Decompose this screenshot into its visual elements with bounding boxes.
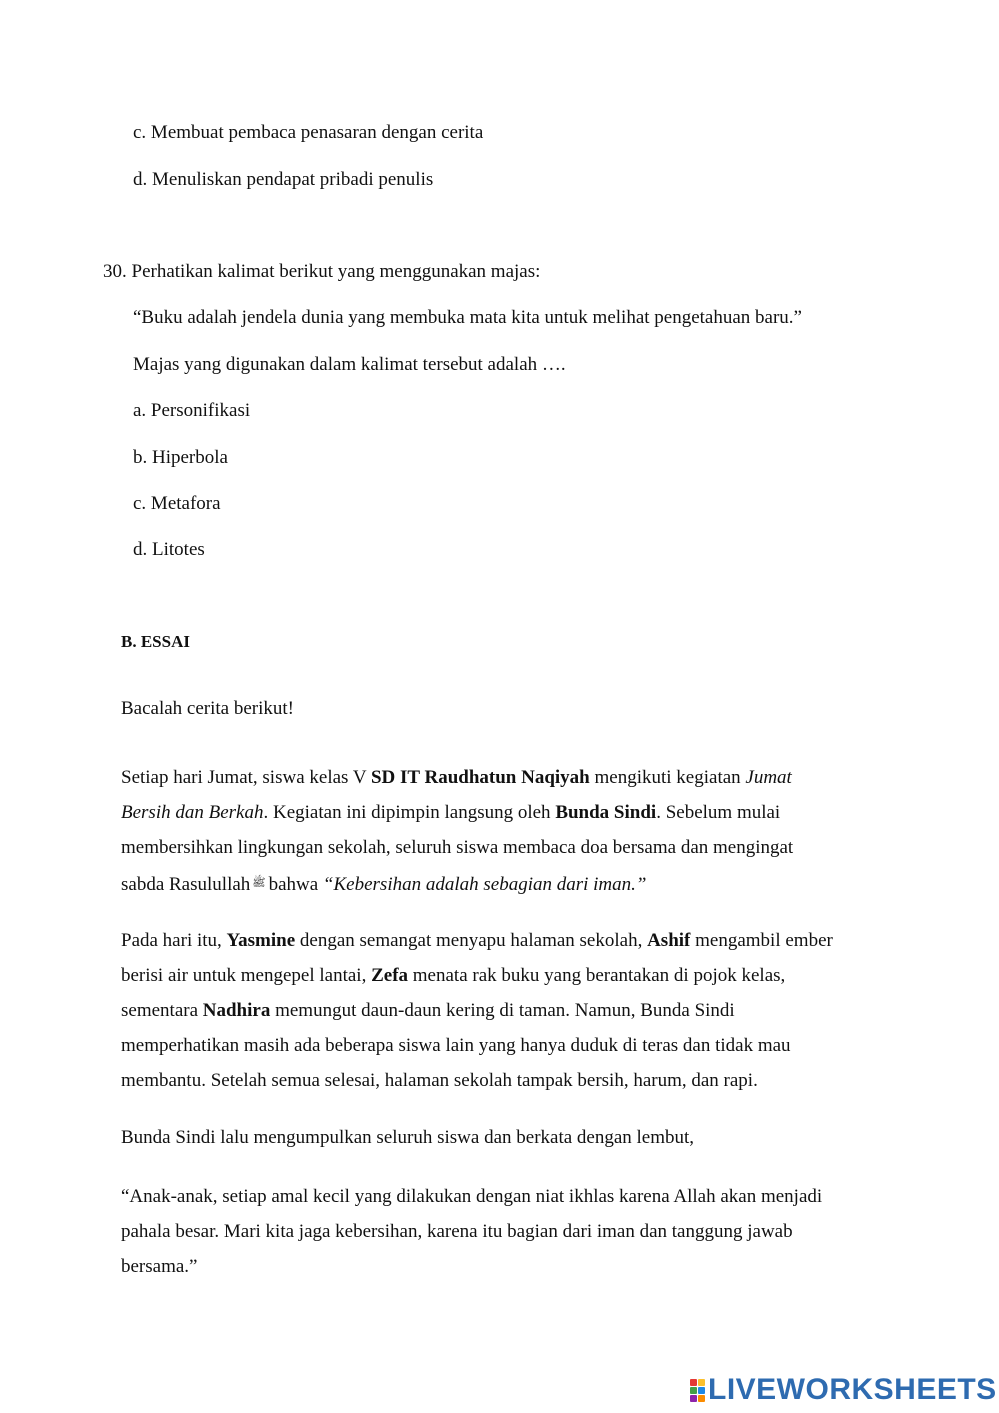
section-instruction: Bacalah cerita berikut! (121, 698, 295, 719)
brand-name: LIVEWORKSHEETS (708, 1373, 997, 1406)
story-p1-line1: Setiap hari Jumat, siswa kelas V SD IT Raudhatun Naqiyah mengikuti kegiatan Jumat (121, 767, 792, 788)
story-p4-line3: bersama.” (121, 1256, 198, 1277)
student-name: Yasmine (226, 930, 296, 951)
question-prompt: Perhatikan kalimat berikut yang menggunakan majas: (131, 261, 541, 282)
option-c[interactable]: c. Metafora (133, 493, 221, 514)
hadith-quote: “Kebersihan adalah sebagian dari iman.” (322, 874, 647, 895)
story-p1-line3: membersihkan lingkungan sekolah, seluruh siswa membaca doa bersama dan mengingat (121, 837, 794, 858)
story-p2-line5: membantu. Setelah semua selesai, halaman sekolah tampak bersih, harum, dan rapi. (121, 1070, 758, 1091)
liveworksheets-logo[interactable] (690, 1373, 997, 1407)
student-name: Nadhira (202, 1000, 271, 1021)
student-name: Ashif (647, 930, 691, 951)
story-p1-line4: sabda Rasulullah ﷺ bahwa “Kebersihan adalah sebagian dari iman.” (121, 871, 646, 897)
section-heading: B. ESSAI (121, 632, 190, 651)
option-d-prev: d. Menuliskan pendapat pribadi penulis (133, 169, 434, 190)
story-p2-line3: sementara Nadhira memungut daun-daun kering di taman. Namun, Bunda Sindi (121, 1000, 735, 1021)
story-p1-line2: Bersih dan Berkah. Kegiatan ini dipimpin langsung oleh Bunda Sindi. Sebelum mulai (121, 802, 781, 823)
salawat-symbol: ﷺ (252, 876, 266, 889)
story-p2-line1: Pada hari itu, Yasmine dengan semangat menyapu halaman sekolah, Ashif mengambil ember (121, 930, 833, 951)
story-p2-line4: memperhatikan masih ada beberapa siswa lain yang hanya duduk di teras dan tidak mau (121, 1035, 791, 1056)
option-b[interactable]: b. Hiperbola (133, 447, 228, 468)
event-name: Jumat (745, 767, 792, 788)
question-quote: “Buku adalah jendela dunia yang membuka mata kita untuk melihat pengetahuan baru.” (133, 307, 802, 328)
question-text: Majas yang digunakan dalam kalimat tersebut adalah …. (133, 354, 566, 375)
story-p4-line1: “Anak-anak, setiap amal kecil yang dilakukan dengan niat ikhlas karena Allah akan menjadi (121, 1186, 823, 1207)
question-number: 30. (103, 261, 127, 282)
story-p3: Bunda Sindi lalu mengumpulkan seluruh siswa dan berkata dengan lembut, (121, 1127, 695, 1148)
option-d[interactable]: d. Litotes (133, 539, 205, 560)
option-a[interactable]: a. Personifikasi (133, 400, 251, 421)
event-name-cont: Bersih dan Berkah (121, 802, 264, 823)
school-name: SD IT Raudhatun Naqiyah (370, 767, 590, 788)
teacher-name: Bunda Sindi (555, 802, 657, 823)
story-p4-line2: pahala besar. Mari kita jaga kebersihan, karena itu bagian dari iman dan tanggung jawab (121, 1221, 793, 1242)
logo-icon (690, 1379, 705, 1402)
student-name: Zefa (371, 965, 409, 986)
story-p2-line2: berisi air untuk mengepel lantai, Zefa menata rak buku yang berantakan di pojok kelas, (121, 965, 786, 986)
option-c-prev: c. Membuat pembaca penasaran dengan cerita (133, 122, 484, 143)
question-30 (103, 260, 540, 284)
